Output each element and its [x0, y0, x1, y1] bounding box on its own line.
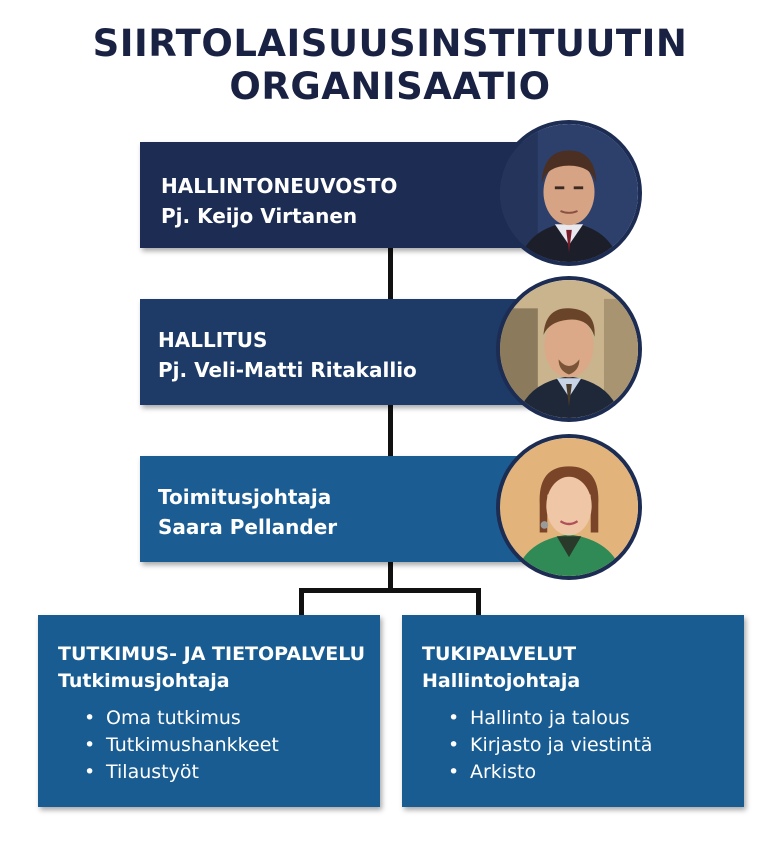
- ceo-photo: [500, 438, 638, 576]
- list-item: • Tutkimushankkeet: [58, 732, 380, 759]
- list-item: • Arkisto: [422, 759, 744, 786]
- connector-to-research: [299, 588, 304, 616]
- council-title: HALLINTONEUVOSTO: [161, 174, 398, 198]
- ceo-title: Toimitusjohtaja: [158, 485, 332, 509]
- board-box: [140, 299, 548, 405]
- portrait-photo-icon: [496, 120, 642, 266]
- board-chair: Pj. Veli-Matti Ritakallio: [158, 358, 417, 382]
- board-title: HALLITUS: [158, 328, 268, 352]
- council-chair: Pj. Keijo Virtanen: [161, 204, 358, 228]
- council-box: [140, 142, 548, 248]
- support-title: TUKIPALVELUT: [422, 643, 577, 665]
- list-item: • Oma tutkimus: [58, 705, 380, 732]
- council-chair-photo: [500, 124, 638, 262]
- portrait-photo-icon: [496, 276, 642, 422]
- ceo-box: [140, 456, 548, 562]
- ceo-name: Saara Pellander: [158, 515, 338, 539]
- research-list: [58, 705, 380, 786]
- chart-title: SIIRTOLAISUUSINSTITUUTIN ORGANISAATIO: [92, 22, 688, 108]
- portrait-photo-icon: [496, 434, 642, 580]
- research-box: [38, 615, 380, 807]
- connector-board-ceo: [388, 404, 393, 457]
- support-box: [402, 615, 744, 807]
- list-item: • Hallinto ja talous: [422, 705, 744, 732]
- list-item: • Tilaustyöt: [58, 759, 380, 786]
- connector-horizontal: [299, 588, 481, 593]
- connector-ceo-split: [388, 561, 393, 591]
- board-chair-photo: [500, 280, 638, 418]
- connector-council-board: [388, 247, 393, 300]
- connector-to-support: [476, 588, 481, 616]
- support-subtitle: Hallintojohtaja: [422, 670, 581, 692]
- list-item: • Kirjasto ja viestintä: [422, 732, 744, 759]
- support-list: [422, 705, 744, 786]
- research-title: TUTKIMUS- JA TIETOPALVELU: [58, 643, 366, 665]
- research-subtitle: Tutkimusjohtaja: [58, 670, 230, 692]
